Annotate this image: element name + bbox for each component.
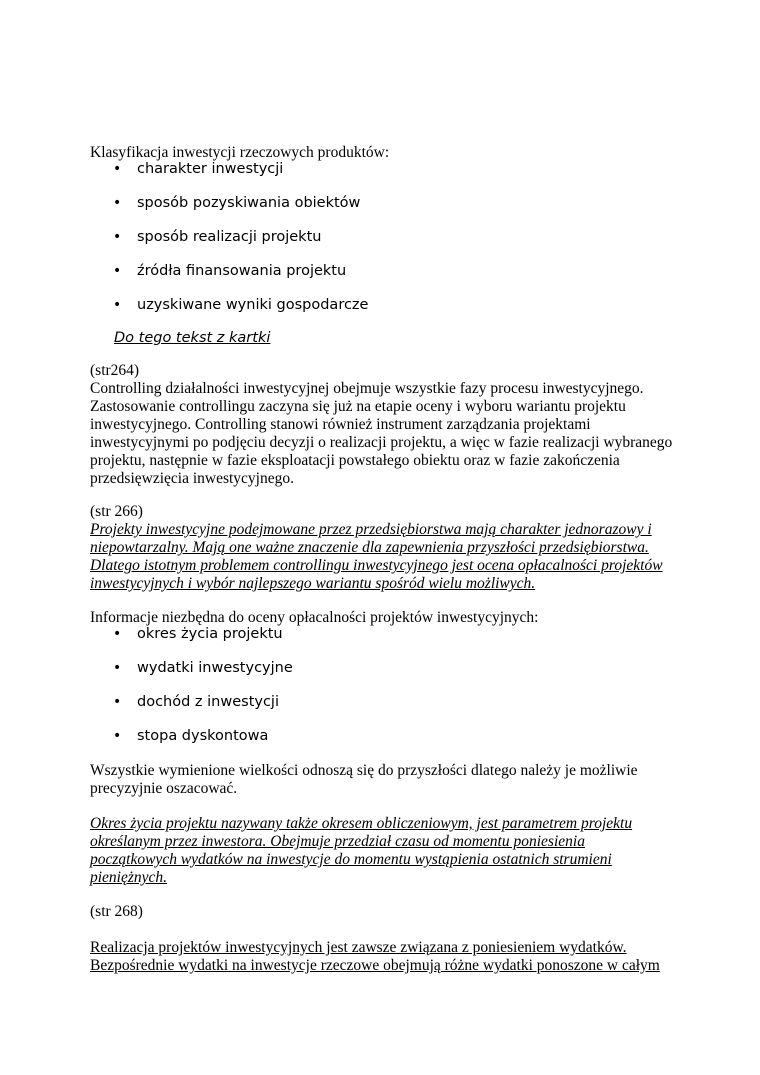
controlling-paragraph: Controlling działalności inwestycyjnej obejmuje wszystkie fazy procesu inwestycyjnego. Zastosowanie controllingu zaczyna się już na etapie oceny i wyboru wariantu projektu inwestycyjnego. Controlling stanowi również instrument zarządzania projektami inwestycyjnymi po podjęciu decyzji o realizacji projektu, a więc w fazie realizacji wybranego projektu, następnie w fazie eksploatacji powstałego obiektu oraz w fazie zakończenia przedsięwzięcia inwestycyjnego. (90, 380, 673, 487)
intro-heading: Klasyfikacja inwestycji rzeczowych produktów: (90, 144, 390, 161)
list-item: • stopa dyskontowa (113, 728, 269, 744)
estimation-paragraph: Wszystkie wymienione wielkości odnoszą się do przyszłości dlatego należy je możliwie precyzyjnie oszacować. (90, 762, 638, 797)
list-item: • charakter inwestycji (113, 161, 284, 177)
info-heading: Informacje niezbędna do oceny opłacalności projektów inwestycyjnych: (90, 609, 539, 626)
bullet-icon: • (113, 229, 122, 245)
page-reference: (str264) (90, 362, 140, 379)
list-item: • sposób pozyskiwania obiektów (113, 195, 361, 211)
list-item: • sposób realizacji projektu (113, 229, 322, 245)
bullet-icon: • (113, 660, 122, 676)
bullet-icon: • (113, 694, 122, 710)
list-item: • uzyskiwane wyniki gospodarcze (113, 297, 369, 313)
list-item: • źródła finansowania projektu (113, 263, 347, 279)
note-text: Do tego tekst z kartki (114, 330, 271, 346)
expenses-paragraph: Realizacja projektów inwestycyjnych jest zawsze związana z poniesieniem wydatków. Bezpośrednie wydatki na inwestycje rzeczowe obejmują różne wydatki ponoszone w całym (90, 939, 660, 974)
bullet-icon: • (113, 263, 122, 279)
page-reference: (str 266) (90, 503, 143, 520)
page-reference: (str 268) (90, 903, 143, 920)
lifetime-paragraph: Okres życia projektu nazywany także okresem obliczeniowym, jest parametrem projektu określanym przez inwestora. Obejmuje przedział czasu od momentu poniesienia początkowych wydatków na inwestycje do momentu wystąpienia ostatnich strumieni pieniężnych. (90, 815, 633, 886)
projects-paragraph: Projekty inwestycyjne podejmowane przez przedsiębiorstwa mają charakter jednorazowy i niepowtarzalny. Mają one ważne znaczenie dla zapewnienia przyszłości przedsiębiorstwa. Dlatego istotnym problemem controllingu inwestycyjnego jest ocena opłacalności projektów inwestycyjnych i wybór najlepszego wariantu spośród wielu możliwych. (90, 521, 663, 592)
bullet-icon: • (113, 297, 122, 313)
bullet-icon: • (113, 161, 122, 177)
bullet-icon: • (113, 195, 122, 211)
bullet-icon: • (113, 728, 122, 744)
list-item: • okres życia projektu (113, 626, 283, 642)
list-item: • wydatki inwestycyjne (113, 660, 293, 676)
bullet-icon: • (113, 626, 122, 642)
list-item: • dochód z inwestycji (113, 694, 279, 710)
